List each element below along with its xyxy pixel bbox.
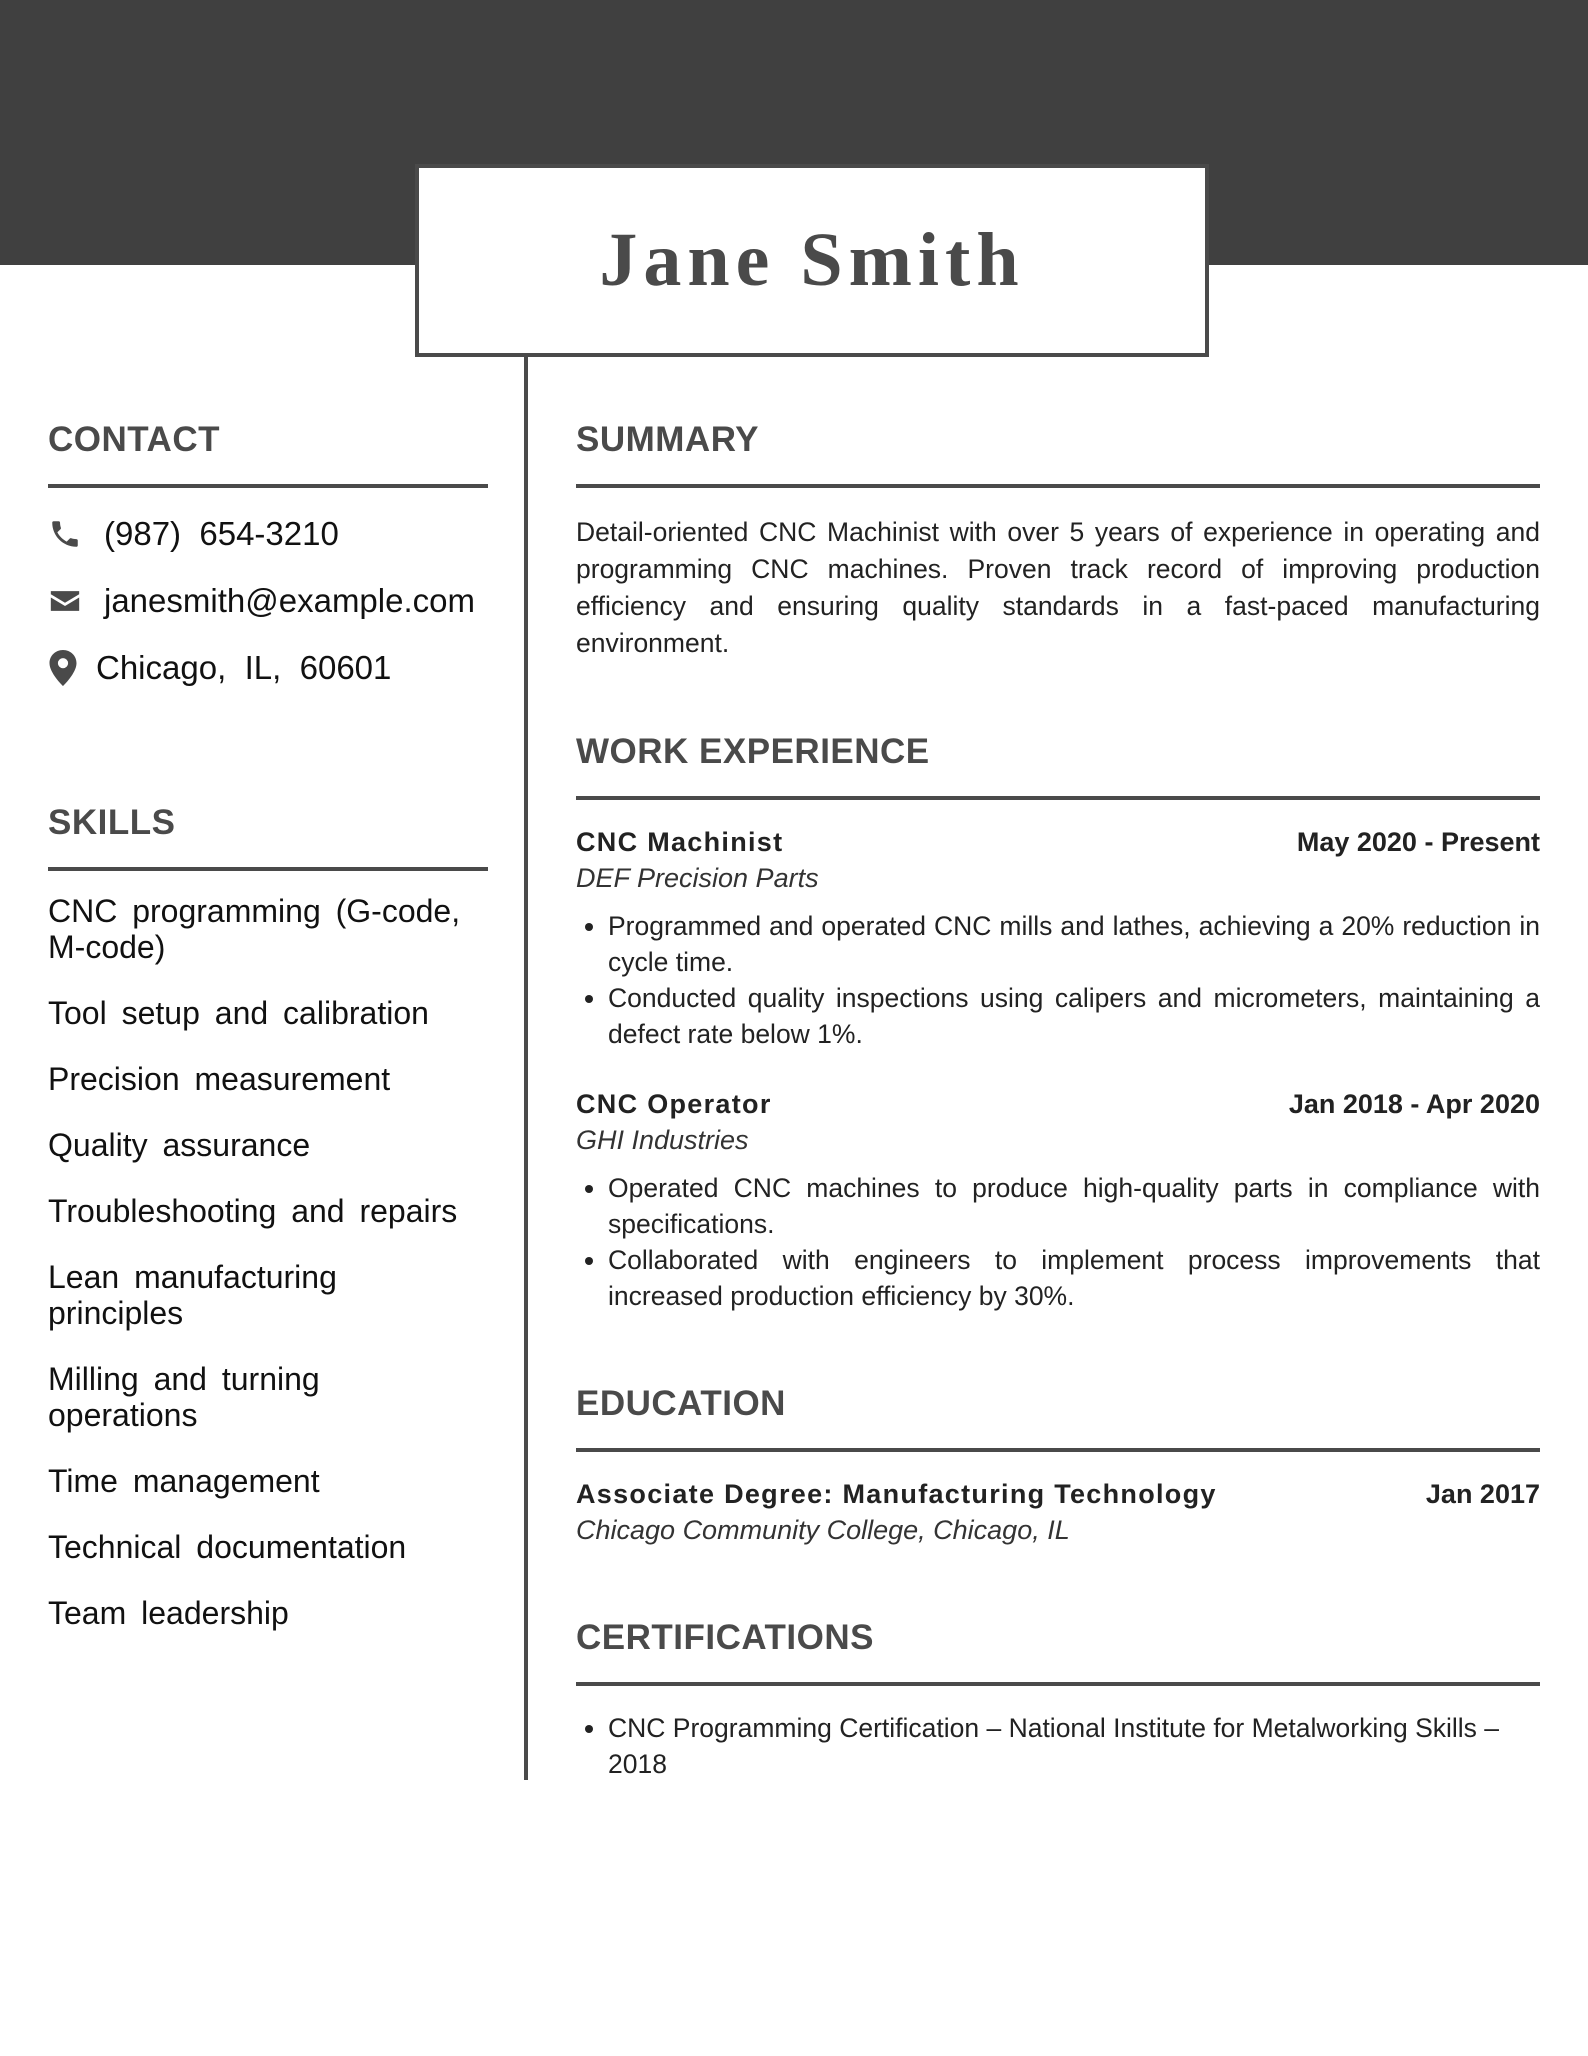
skill-item: Quality assurance bbox=[48, 1127, 311, 1163]
certifications-heading: CERTIFICATIONS bbox=[576, 1618, 875, 1657]
skill-item: Team leadership bbox=[48, 1595, 289, 1631]
experience-rule bbox=[576, 796, 1540, 800]
email-text: janesmith@example.com bbox=[104, 581, 475, 619]
experience-heading: WORK EXPERIENCE bbox=[576, 732, 930, 771]
job-bullet: • Programmed and operated CNC mills and lathes, achieving a 20% reduction in cycle time. bbox=[608, 908, 1540, 980]
job-dates: May 2020 - Present bbox=[1296, 827, 1540, 857]
contact-phone bbox=[48, 500, 488, 567]
job-entry bbox=[576, 1086, 1540, 1314]
summary-heading: SUMMARY bbox=[576, 420, 760, 459]
contact-section bbox=[48, 410, 488, 701]
column-divider bbox=[524, 357, 528, 1780]
left-column bbox=[48, 410, 488, 1661]
job-company: DEF Precision Parts bbox=[576, 863, 819, 893]
map-pin-icon bbox=[48, 650, 96, 686]
skill-item: Troubleshooting and repairs bbox=[48, 1193, 458, 1229]
contact-heading: CONTACT bbox=[48, 420, 220, 459]
degree-date: Jan 2017 bbox=[1425, 1479, 1540, 1509]
skill-item: Technical documentation bbox=[48, 1529, 407, 1565]
phone-text: (987) 654-3210 bbox=[104, 514, 339, 552]
job-bullet: • Operated CNC machines to produce high-quality parts in compliance with specifications. bbox=[608, 1170, 1540, 1242]
summary-section bbox=[576, 410, 1540, 662]
experience-section bbox=[576, 722, 1540, 1314]
job-dates: Jan 2018 - Apr 2020 bbox=[1288, 1089, 1540, 1119]
school-name: Chicago Community College, Chicago, IL bbox=[576, 1515, 1070, 1545]
skill-item: Lean manufacturing principles bbox=[48, 1259, 337, 1331]
job-title: CNC Operator bbox=[576, 1089, 772, 1119]
skill-item: Milling and turning operations bbox=[48, 1361, 320, 1433]
job-company: GHI Industries bbox=[576, 1125, 749, 1155]
skill-item: Time management bbox=[48, 1463, 320, 1499]
summary-text: Detail-oriented CNC Machinist with over 5 years of experience in operating and programming CNC machines. Proven track record of improving production efficiency and ensuring quality standards in a fast-paced manufacturing environment. bbox=[576, 517, 1540, 658]
contact-rule bbox=[48, 484, 488, 488]
contact-location bbox=[48, 634, 488, 701]
certification-item: • CNC Programming Certification – National Institute for Metalworking Skills – 2018 bbox=[608, 1710, 1540, 1782]
skill-item: CNC programming (G-code, M-code) bbox=[48, 893, 461, 965]
name-box bbox=[415, 164, 1209, 357]
summary-rule bbox=[576, 484, 1540, 488]
right-column bbox=[576, 410, 1540, 1782]
job-entry bbox=[576, 824, 1540, 1052]
skills-section bbox=[48, 793, 488, 1631]
certifications-rule bbox=[576, 1682, 1540, 1686]
candidate-name: Jane Smith bbox=[599, 218, 1025, 302]
location-text: Chicago, IL, 60601 bbox=[96, 648, 392, 686]
certifications-section bbox=[576, 1608, 1540, 1782]
job-bullet: • Collaborated with engineers to implement process improvements that increased production efficiency by 30%. bbox=[608, 1242, 1540, 1314]
skill-item: Precision measurement bbox=[48, 1061, 391, 1097]
skill-item: Tool setup and calibration bbox=[48, 995, 429, 1031]
job-bullet: • Conducted quality inspections using calipers and micrometers, maintaining a defect rate below 1%. bbox=[608, 980, 1540, 1052]
degree-title: Associate Degree: Manufacturing Technology bbox=[576, 1479, 1217, 1509]
skills-heading: SKILLS bbox=[48, 803, 176, 842]
envelope-icon bbox=[48, 584, 104, 618]
skills-rule bbox=[48, 867, 488, 871]
contact-email bbox=[48, 567, 488, 634]
education-rule bbox=[576, 1448, 1540, 1452]
education-entry bbox=[576, 1476, 1540, 1548]
education-heading: EDUCATION bbox=[576, 1384, 786, 1423]
job-title: CNC Machinist bbox=[576, 827, 784, 857]
education-section bbox=[576, 1374, 1540, 1548]
phone-icon bbox=[48, 517, 104, 551]
